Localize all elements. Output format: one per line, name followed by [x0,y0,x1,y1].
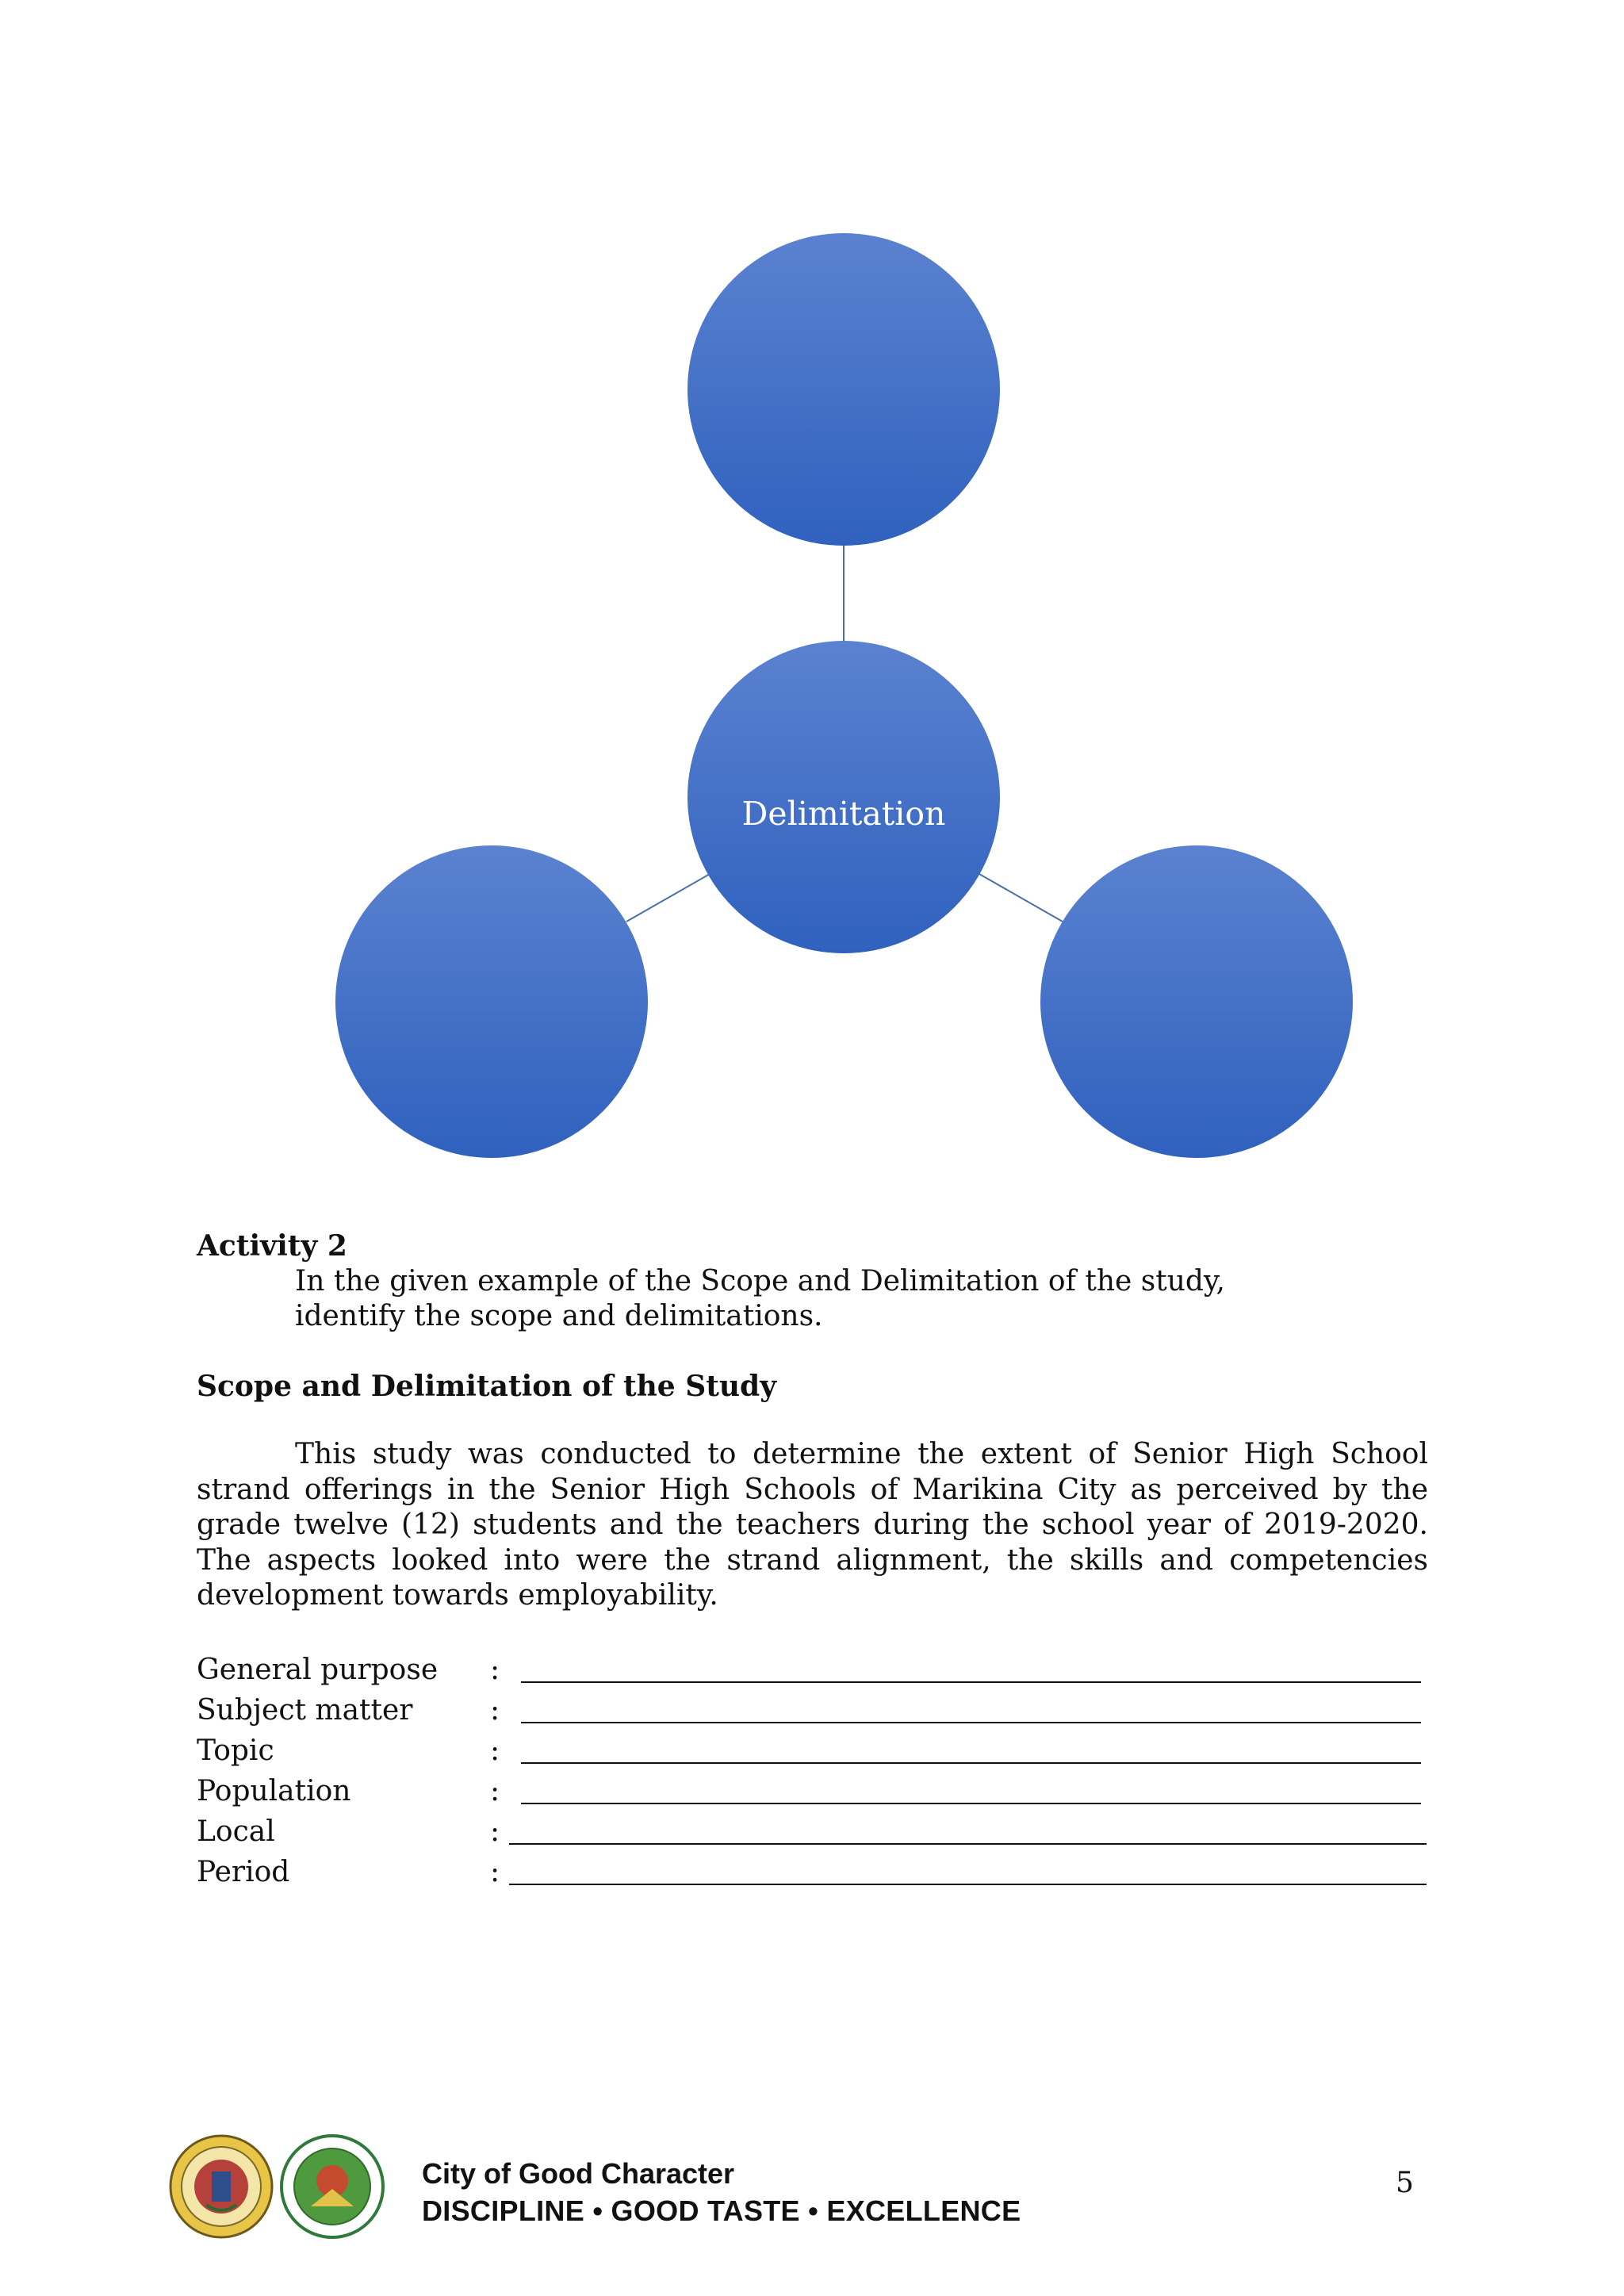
field-label-population: Population [197,1775,351,1807]
local-answer-line[interactable] [509,1843,1427,1845]
field-label-local: Local [197,1815,275,1848]
seal-logo-left [168,2133,274,2240]
footer-motto-line1: City of Good Character [422,2157,735,2190]
activity-instruction-line2: identify the scope and delimitations. [295,1300,823,1332]
general-purpose-answer-line[interactable] [521,1681,1421,1683]
field-colon: : [490,1856,500,1888]
subject-matter-answer-line[interactable] [521,1722,1421,1723]
field-label-subject-matter: Subject matter [197,1694,413,1727]
field-colon: : [490,1654,500,1686]
field-colon: : [490,1815,500,1848]
topic-answer-line[interactable] [521,1762,1421,1764]
connector-right [979,874,1063,922]
page-number: 5 [1396,2167,1414,2199]
activity-heading: Activity 2 [197,1229,347,1263]
field-label-period: Period [197,1856,290,1888]
field-label-general-purpose: General purpose [197,1654,439,1686]
connector-left [626,874,710,922]
field-colon: : [490,1694,500,1727]
circle-top [688,233,1000,546]
seal-logo-right [279,2133,385,2240]
footer-motto-line2: DISCIPLINE • GOOD TASTE • EXCELLENCE [422,2194,1021,2227]
circle-left [335,845,648,1158]
field-label-topic: Topic [197,1734,274,1767]
section-heading: Scope and Delimitation of the Study [197,1370,777,1403]
section-paragraph: This study was conducted to determine the extent of Senior High School strand offerings in the Senior High Schools of Marikina City as perceived by the grade twelve (12) students and the teachers during the school year of 2019-2020. The aspects looked into were the strand alignment, the skills and competencies development towards employability. [197,1438,1428,1612]
population-answer-line[interactable] [521,1803,1421,1804]
field-colon: : [490,1775,500,1807]
activity-instruction-line1: In the given example of the Scope and Delimitation of the study, [295,1265,1225,1297]
field-colon: : [490,1734,500,1767]
circle-right [1040,845,1353,1158]
period-answer-line[interactable] [509,1884,1427,1885]
center-circle-label: Delimitation [741,795,946,833]
